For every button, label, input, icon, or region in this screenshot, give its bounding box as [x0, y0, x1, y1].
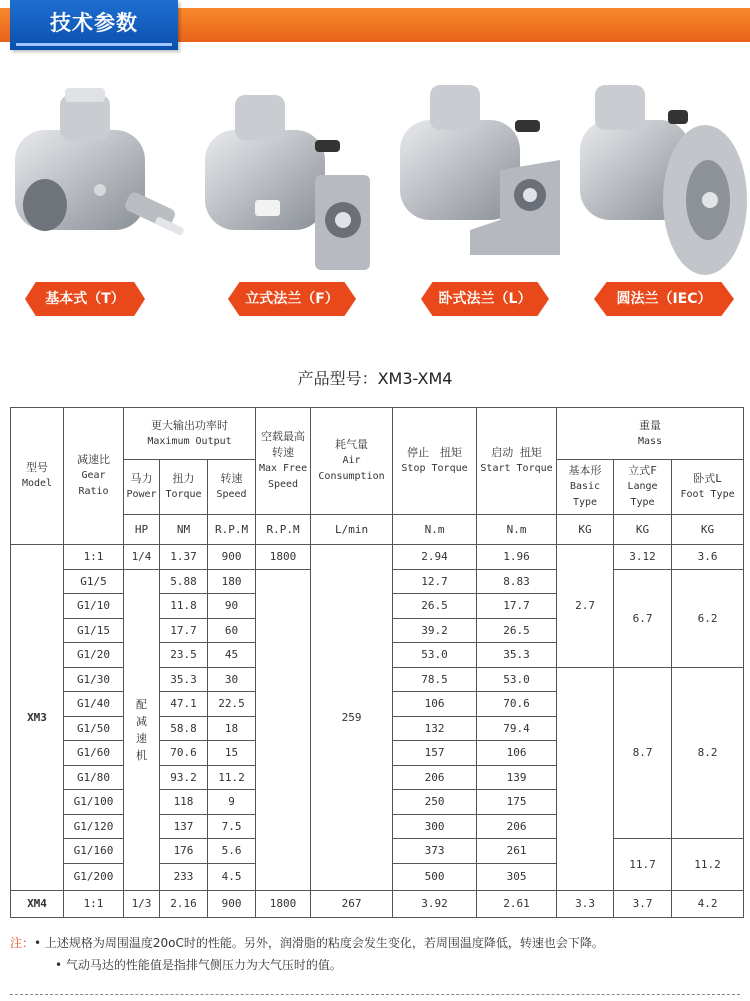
start-torque-cell: 305 — [477, 863, 557, 890]
speed-cell: 15 — [208, 741, 256, 766]
ratio-cell: G1/20 — [64, 643, 124, 668]
start-torque-cell: 53.0 — [477, 667, 557, 692]
air-motor-flange-icon — [195, 80, 375, 280]
flange-mass-cell: 8.7 — [614, 667, 672, 839]
reducer-cell: 配减速机 — [124, 569, 160, 890]
model-xm3: XM3 — [11, 545, 64, 891]
ratio-cell: G1/160 — [64, 839, 124, 864]
stop-torque-cell: 157 — [393, 741, 477, 766]
start-torque-cell: 79.4 — [477, 716, 557, 741]
flange-mass-cell: 3.7 — [614, 890, 672, 917]
ratio-cell: G1/50 — [64, 716, 124, 741]
product-label-basic: 基本式（T） — [25, 282, 145, 316]
unit-kg-foot: KG — [672, 515, 744, 545]
header-start-torque: 启动 扭矩 Start Torque — [477, 408, 557, 515]
speed-cell: 18 — [208, 716, 256, 741]
stop-torque-cell: 26.5 — [393, 594, 477, 619]
note-line-2: • 气动马达的性能值是指排气侧压力为大气压时的值。 — [55, 958, 342, 972]
stop-torque-cell: 12.7 — [393, 569, 477, 594]
stop-torque-cell: 500 — [393, 863, 477, 890]
speed-cell: 11.2 — [208, 765, 256, 790]
model-xm4: XM4 — [11, 890, 64, 917]
speed-cell: 30 — [208, 667, 256, 692]
power-cell: 1/3 — [124, 890, 160, 917]
speed-cell: 900 — [208, 545, 256, 570]
flange-mass-cell: 11.7 — [614, 839, 672, 891]
unit-nm: NM — [160, 515, 208, 545]
product-image-flange — [195, 80, 375, 280]
start-torque-cell: 206 — [477, 814, 557, 839]
stop-torque-cell: 2.94 — [393, 545, 477, 570]
stop-torque-cell: 3.92 — [393, 890, 477, 917]
torque-cell: 118 — [160, 790, 208, 815]
ratio-cell: G1/30 — [64, 667, 124, 692]
section-header — [0, 0, 750, 50]
foot-mass-cell: 11.2 — [672, 839, 744, 891]
unit-start-nm: N.m — [477, 515, 557, 545]
torque-cell: 70.6 — [160, 741, 208, 766]
air-consumption-cell: 259 — [311, 545, 393, 891]
foot-mass-cell: 3.6 — [672, 545, 744, 570]
speed-cell: 4.5 — [208, 863, 256, 890]
speed-cell: 22.5 — [208, 692, 256, 717]
torque-cell: 1.37 — [160, 545, 208, 570]
table-row — [11, 545, 744, 570]
header-stop-torque: 停止 扭矩 Stop Torque — [393, 408, 477, 515]
ratio-cell: G1/5 — [64, 569, 124, 594]
header-title: 技术参数 — [50, 11, 138, 35]
ratio-cell: G1/120 — [64, 814, 124, 839]
torque-cell: 5.88 — [160, 569, 208, 594]
notes — [10, 932, 745, 976]
header-basic-type: 基本形 Basic Type — [557, 460, 614, 515]
stop-torque-cell: 53.0 — [393, 643, 477, 668]
basic-mass-empty — [557, 667, 614, 890]
flange-mass-cell: 3.12 — [614, 545, 672, 570]
product-label-iec: 圆法兰（IEC） — [594, 282, 734, 316]
table-row-xm4 — [11, 890, 744, 917]
speed-cell: 9 — [208, 790, 256, 815]
start-torque-cell: 8.83 — [477, 569, 557, 594]
torque-cell: 35.3 — [160, 667, 208, 692]
product-image-foot — [390, 80, 570, 280]
start-torque-cell: 139 — [477, 765, 557, 790]
start-torque-cell: 106 — [477, 741, 557, 766]
free-speed-cell: 1800 — [256, 545, 311, 570]
divider — [10, 994, 740, 995]
ratio-cell: G1/60 — [64, 741, 124, 766]
ratio-cell: G1/40 — [64, 692, 124, 717]
unit-hp: HP — [124, 515, 160, 545]
model-title: 产品型号：XM3-XM4 — [297, 369, 453, 388]
torque-cell: 17.7 — [160, 618, 208, 643]
flange-mass-cell: 6.7 — [614, 569, 672, 667]
free-speed-empty — [256, 569, 311, 890]
header-speed: 转速 Speed — [208, 460, 256, 515]
header-flange-type: 立式F Lange Type — [614, 460, 672, 515]
foot-mass-cell: 6.2 — [672, 569, 744, 667]
header-model: 型号 Model — [11, 408, 64, 545]
product-label-flange: 立式法兰（F） — [228, 282, 356, 316]
header-torque: 扭力 Torque — [160, 460, 208, 515]
stop-torque-cell: 373 — [393, 839, 477, 864]
torque-cell: 11.8 — [160, 594, 208, 619]
speed-cell: 180 — [208, 569, 256, 594]
torque-cell: 137 — [160, 814, 208, 839]
stop-torque-cell: 106 — [393, 692, 477, 717]
air-motor-basic-icon — [5, 80, 185, 280]
air-motor-iec-icon — [570, 80, 750, 280]
speed-cell: 900 — [208, 890, 256, 917]
header-mass: 重量 Mass — [557, 408, 744, 460]
unit-rpm: R.P.M — [208, 515, 256, 545]
air-consumption-cell: 267 — [311, 890, 393, 917]
start-torque-cell: 2.61 — [477, 890, 557, 917]
stop-torque-cell: 300 — [393, 814, 477, 839]
note-line-1: 注：• 上述规格为周围温度20oC时的性能。另外，润滑脂的粘度会发生变化，若周围温度降低，转速也会下降。 — [10, 936, 604, 950]
unit-stop-nm: N.m — [393, 515, 477, 545]
start-torque-cell: 175 — [477, 790, 557, 815]
stop-torque-cell: 250 — [393, 790, 477, 815]
start-torque-cell: 35.3 — [477, 643, 557, 668]
ratio-cell: 1:1 — [64, 890, 124, 917]
ratio-cell: G1/100 — [64, 790, 124, 815]
unit-kg-basic: KG — [557, 515, 614, 545]
unit-kg-flange: KG — [614, 515, 672, 545]
foot-mass-cell: 4.2 — [672, 890, 744, 917]
ratio-cell: G1/10 — [64, 594, 124, 619]
speed-cell: 5.6 — [208, 839, 256, 864]
start-torque-cell: 70.6 — [477, 692, 557, 717]
unit-free-rpm: R.P.M — [256, 515, 311, 545]
stop-torque-cell: 39.2 — [393, 618, 477, 643]
header-power: 马力 Power — [124, 460, 160, 515]
stop-torque-cell: 78.5 — [393, 667, 477, 692]
torque-cell: 23.5 — [160, 643, 208, 668]
basic-mass-cell: 2.7 — [557, 545, 614, 668]
torque-cell: 233 — [160, 863, 208, 890]
product-image-iec — [570, 80, 750, 280]
free-speed-cell: 1800 — [256, 890, 311, 917]
power-cell: 1/4 — [124, 545, 160, 570]
start-torque-cell: 17.7 — [477, 594, 557, 619]
header-foot-type: 卧式L Foot Type — [672, 460, 744, 515]
unit-lmin: L/min — [311, 515, 393, 545]
stop-torque-cell: 206 — [393, 765, 477, 790]
speed-cell: 60 — [208, 618, 256, 643]
basic-mass-cell: 3.3 — [557, 890, 614, 917]
foot-mass-cell: 8.2 — [672, 667, 744, 839]
torque-cell: 47.1 — [160, 692, 208, 717]
ratio-cell: G1/80 — [64, 765, 124, 790]
start-torque-cell: 26.5 — [477, 618, 557, 643]
note-label: 注： — [10, 936, 35, 950]
speed-cell: 45 — [208, 643, 256, 668]
torque-cell: 2.16 — [160, 890, 208, 917]
torque-cell: 176 — [160, 839, 208, 864]
ratio-cell: 1:1 — [64, 545, 124, 570]
torque-cell: 93.2 — [160, 765, 208, 790]
header-row-1 — [11, 408, 744, 460]
stop-torque-cell: 132 — [393, 716, 477, 741]
ratio-cell: G1/15 — [64, 618, 124, 643]
product-image-basic — [5, 80, 185, 280]
product-label-foot: 卧式法兰（L） — [421, 282, 549, 316]
speed-cell: 90 — [208, 594, 256, 619]
ratio-cell: G1/200 — [64, 863, 124, 890]
header-air-consumption: 耗气量 Air Consumption — [311, 408, 393, 515]
spec-table — [10, 407, 744, 918]
header-gear-ratio: 减速比 Gear Ratio — [64, 408, 124, 545]
header-max-free-speed: 空载最高转速 Max Free Speed — [256, 408, 311, 515]
start-torque-cell: 1.96 — [477, 545, 557, 570]
header-max-output: 更大输出功率时 Maximum Output — [124, 408, 256, 460]
header-title-tab — [10, 0, 178, 50]
start-torque-cell: 261 — [477, 839, 557, 864]
torque-cell: 58.8 — [160, 716, 208, 741]
speed-cell: 7.5 — [208, 814, 256, 839]
air-motor-foot-icon — [390, 80, 570, 280]
